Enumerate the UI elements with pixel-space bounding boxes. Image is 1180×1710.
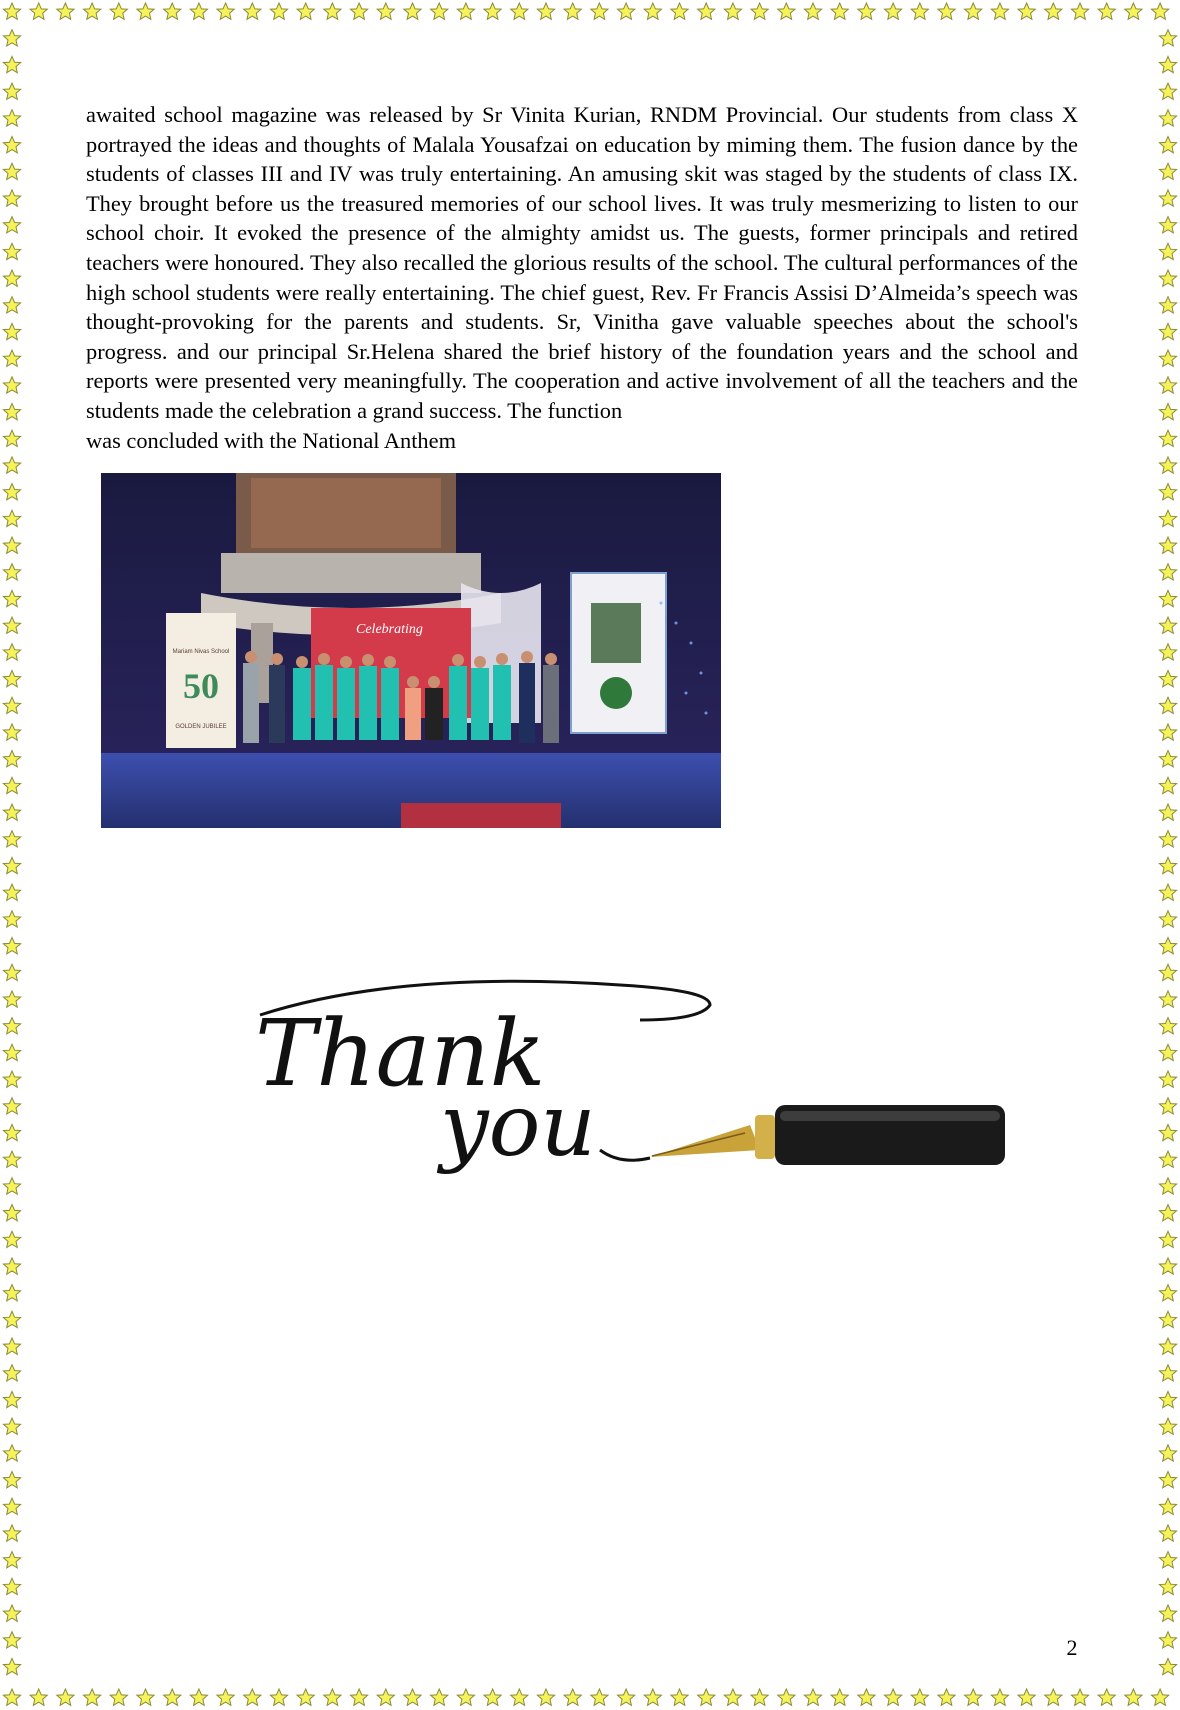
- border-star-icon: [3, 1071, 20, 1087]
- border-star-icon: [3, 270, 20, 286]
- border-star-icon: [644, 3, 661, 19]
- border-star-icon: [1159, 137, 1176, 153]
- border-star-icon: [164, 1689, 181, 1705]
- border-star-icon: [3, 404, 20, 420]
- border-star-icon: [1159, 564, 1176, 580]
- border-star-icon: [1159, 56, 1176, 72]
- thank-you-graphic: [240, 975, 1010, 1185]
- border-star-icon: [3, 911, 20, 927]
- border-star-icon: [3, 3, 20, 19]
- border-star-icon: [3, 590, 20, 606]
- border-star-icon: [698, 1689, 715, 1705]
- border-star-icon: [1159, 1552, 1176, 1568]
- border-star-icon: [84, 1689, 101, 1705]
- border-star-icon: [3, 751, 20, 767]
- border-star-icon: [1018, 3, 1035, 19]
- border-star-icon: [1159, 1498, 1176, 1514]
- border-star-icon: [1159, 243, 1176, 259]
- border-star-icon: [1045, 3, 1062, 19]
- border-star-icon: [190, 1689, 207, 1705]
- border-star-icon: [1159, 1044, 1176, 1060]
- border-star-icon: [484, 1689, 501, 1705]
- border-star-icon: [885, 1689, 902, 1705]
- border-star-icon: [404, 1689, 421, 1705]
- border-star-icon: [190, 3, 207, 19]
- you-word: you: [440, 1076, 596, 1176]
- border-star-icon: [457, 3, 474, 19]
- border-star-icon: [3, 1472, 20, 1488]
- banner-number-text: 50: [183, 666, 219, 706]
- border-star-icon: [3, 1311, 20, 1327]
- border-star-icon: [270, 3, 287, 19]
- border-star-icon: [3, 724, 20, 740]
- border-star-icon: [1159, 911, 1176, 927]
- border-star-icon: [1159, 1472, 1176, 1488]
- border-star-icon: [137, 1689, 154, 1705]
- border-star-icon: [1159, 1632, 1176, 1648]
- border-star-icon: [1159, 1658, 1176, 1674]
- border-star-icon: [110, 1689, 127, 1705]
- border-star-icon: [511, 1689, 528, 1705]
- border-star-icon: [1159, 1018, 1176, 1034]
- border-star-icon: [377, 1689, 394, 1705]
- border-star-icon: [751, 1689, 768, 1705]
- border-star-icon: [3, 430, 20, 446]
- border-star-icon: [618, 3, 635, 19]
- border-star-icon: [137, 3, 154, 19]
- border-star-icon: [1159, 1231, 1176, 1247]
- border-star-icon: [1159, 190, 1176, 206]
- border-star-icon: [3, 1445, 20, 1461]
- border-star-icon: [217, 1689, 234, 1705]
- border-star-icon: [1159, 751, 1176, 767]
- border-star-icon: [3, 617, 20, 633]
- border-star-icon: [1159, 831, 1176, 847]
- border-star-icon: [1159, 83, 1176, 99]
- border-star-icon: [3, 1365, 20, 1381]
- border-star-icon: [3, 323, 20, 339]
- border-star-icon: [938, 3, 955, 19]
- border-star-icon: [1159, 1071, 1176, 1087]
- border-star-icon: [3, 1552, 20, 1568]
- border-star-icon: [3, 697, 20, 713]
- border-star-icon: [511, 3, 528, 19]
- banner-celebrating-text: Celebrating: [356, 622, 423, 637]
- border-star-icon: [3, 1578, 20, 1594]
- border-star-icon: [564, 3, 581, 19]
- border-star-icon: [164, 3, 181, 19]
- border-star-icon: [57, 1689, 74, 1705]
- border-star-icon: [1159, 804, 1176, 820]
- border-star-icon: [110, 3, 127, 19]
- border-star-icon: [1159, 644, 1176, 660]
- border-star-icon: [1159, 1258, 1176, 1274]
- border-star-icon: [1159, 1391, 1176, 1407]
- border-star-icon: [3, 644, 20, 660]
- border-star-icon: [751, 3, 768, 19]
- border-star-icon: [965, 3, 982, 19]
- border-star-icon: [724, 3, 741, 19]
- border-star-icon: [1159, 377, 1176, 393]
- border-star-icon: [1159, 297, 1176, 313]
- border-star-icon: [217, 3, 234, 19]
- border-star-icon: [3, 350, 20, 366]
- border-star-icon: [1159, 270, 1176, 286]
- border-star-icon: [324, 3, 341, 19]
- border-star-icon: [244, 3, 261, 19]
- border-star-icon: [3, 163, 20, 179]
- border-star-icon: [885, 3, 902, 19]
- paragraph-last-line: was concluded with the National Anthem: [86, 427, 456, 453]
- border-star-icon: [1159, 617, 1176, 633]
- border-star-icon: [1159, 1124, 1176, 1140]
- border-star-icon: [3, 1205, 20, 1221]
- border-star-icon: [1159, 1365, 1176, 1381]
- border-star-icon: [1159, 30, 1176, 46]
- border-star-icon: [3, 30, 20, 46]
- border-star-icon: [1152, 1689, 1169, 1705]
- border-star-icon: [3, 457, 20, 473]
- border-star-icon: [1159, 510, 1176, 526]
- border-star-icon: [1159, 1205, 1176, 1221]
- border-star-icon: [1159, 857, 1176, 873]
- border-star-icon: [724, 1689, 741, 1705]
- border-star-icon: [1159, 1418, 1176, 1434]
- border-star-icon: [3, 377, 20, 393]
- border-star-icon: [3, 1231, 20, 1247]
- border-star-icon: [1159, 484, 1176, 500]
- border-star-icon: [1159, 777, 1176, 793]
- border-star-icon: [858, 1689, 875, 1705]
- border-star-icon: [3, 1605, 20, 1621]
- border-star-icon: [3, 884, 20, 900]
- border-star-icon: [484, 3, 501, 19]
- border-star-icon: [1159, 457, 1176, 473]
- border-star-icon: [1159, 1311, 1176, 1327]
- border-star-icon: [3, 804, 20, 820]
- page-number: 2: [1066, 1635, 1078, 1660]
- border-star-icon: [3, 564, 20, 580]
- border-star-icon: [1159, 404, 1176, 420]
- border-star-icon: [1159, 938, 1176, 954]
- border-star-icon: [1071, 3, 1088, 19]
- border-star-icon: [591, 3, 608, 19]
- banner-golden-text: GOLDEN JUBILEE: [175, 724, 227, 730]
- border-star-icon: [644, 1689, 661, 1705]
- border-star-icon: [3, 1498, 20, 1514]
- border-star-icon: [1159, 1578, 1176, 1594]
- border-star-icon: [3, 297, 20, 313]
- border-star-icon: [671, 3, 688, 19]
- border-star-icon: [698, 3, 715, 19]
- border-star-icon: [3, 243, 20, 259]
- border-star-icon: [3, 190, 20, 206]
- border-star-icon: [804, 1689, 821, 1705]
- border-star-icon: [1159, 991, 1176, 1007]
- event-photo: [101, 473, 721, 828]
- border-star-icon: [431, 3, 448, 19]
- border-star-icon: [1159, 590, 1176, 606]
- border-star-icon: [1159, 1285, 1176, 1301]
- border-star-icon: [991, 3, 1008, 19]
- border-star-icon: [1159, 1525, 1176, 1541]
- border-star-icon: [3, 1151, 20, 1167]
- banner-school-text: Mariam Nivas School: [172, 649, 230, 655]
- border-star-icon: [84, 3, 101, 19]
- thank-word: Thank: [255, 1000, 546, 1107]
- border-star-icon: [3, 1285, 20, 1301]
- border-star-icon: [3, 857, 20, 873]
- border-star-icon: [30, 3, 47, 19]
- border-star-icon: [3, 991, 20, 1007]
- border-star-icon: [1159, 1178, 1176, 1194]
- border-star-icon: [1159, 323, 1176, 339]
- border-star-icon: [297, 1689, 314, 1705]
- border-star-icon: [618, 1689, 635, 1705]
- border-star-icon: [1159, 1605, 1176, 1621]
- border-star-icon: [3, 537, 20, 553]
- border-star-icon: [1125, 1689, 1142, 1705]
- border-star-icon: [297, 3, 314, 19]
- border-star-icon: [3, 1018, 20, 1034]
- border-star-icon: [591, 1689, 608, 1705]
- border-star-icon: [3, 217, 20, 233]
- border-star-icon: [1098, 1689, 1115, 1705]
- border-star-icon: [778, 3, 795, 19]
- border-star-icon: [1125, 3, 1142, 19]
- border-star-icon: [3, 510, 20, 526]
- border-star-icon: [3, 777, 20, 793]
- border-star-icon: [244, 1689, 261, 1705]
- body-paragraph: [86, 100, 1078, 455]
- border-star-icon: [351, 1689, 368, 1705]
- border-star-icon: [911, 1689, 928, 1705]
- border-star-icon: [991, 1689, 1008, 1705]
- border-star-icon: [3, 1098, 20, 1114]
- border-star-icon: [3, 1632, 20, 1648]
- border-star-icon: [3, 56, 20, 72]
- border-star-icon: [3, 938, 20, 954]
- border-star-icon: [831, 1689, 848, 1705]
- border-star-icon: [324, 1689, 341, 1705]
- border-star-icon: [3, 1044, 20, 1060]
- border-star-icon: [3, 671, 20, 687]
- border-star-icon: [1159, 964, 1176, 980]
- border-star-icon: [1159, 884, 1176, 900]
- border-star-icon: [3, 1418, 20, 1434]
- border-star-icon: [3, 83, 20, 99]
- border-star-icon: [1152, 3, 1169, 19]
- border-star-icon: [778, 1689, 795, 1705]
- border-star-icon: [3, 1338, 20, 1354]
- border-star-icon: [911, 3, 928, 19]
- border-star-icon: [351, 3, 368, 19]
- border-star-icon: [564, 1689, 581, 1705]
- border-star-icon: [537, 1689, 554, 1705]
- border-star-icon: [30, 1689, 47, 1705]
- border-star-icon: [270, 1689, 287, 1705]
- border-star-icon: [1159, 671, 1176, 687]
- border-star-icon: [3, 1124, 20, 1140]
- border-star-icon: [3, 484, 20, 500]
- border-star-icon: [1159, 430, 1176, 446]
- border-star-icon: [537, 3, 554, 19]
- border-star-icon: [1159, 1338, 1176, 1354]
- border-star-icon: [431, 1689, 448, 1705]
- border-star-icon: [1159, 1445, 1176, 1461]
- border-star-icon: [804, 3, 821, 19]
- border-star-icon: [3, 110, 20, 126]
- fountain-pen-icon: [650, 1105, 1005, 1165]
- border-star-icon: [3, 831, 20, 847]
- border-star-icon: [1159, 217, 1176, 233]
- border-star-icon: [965, 1689, 982, 1705]
- paragraph-text: awaited school magazine was released by Sr Vinita Kurian, RNDM Provincial. Our students from class X portrayed the ideas and thoughts of Malala Yousafzai on education by miming them. The fusion dance by the students of classes III and IV was truly entertaining. An amusing skit was staged by the students of class IX. They brought before us the treasured memories of our school lives. It was truly mesmerizing to listen to our school choir. It evoked the presence of the almighty amidst us. The guests, former principals and retired teachers were honoured. They also recalled the glorious results of the school. The cultural performances of the high school students were really entertaining. The chief guest, Rev. Fr Francis Assisi D’Almeida’s speech was thought-provoking for the parents and students. Sr, Vinitha gave valuable speeches about the school's progress. and our principal Sr.Helena shared the brief history of the foundation years and the school and reports were presented very meaningfully. The cooperation and active involvement of all the teachers and the students made the celebration a grand success. The function: [86, 102, 1078, 423]
- border-star-icon: [671, 1689, 688, 1705]
- border-star-icon: [1159, 724, 1176, 740]
- border-star-icon: [858, 3, 875, 19]
- border-star-icon: [3, 1178, 20, 1194]
- border-star-icon: [377, 3, 394, 19]
- border-star-icon: [3, 137, 20, 153]
- border-star-icon: [457, 1689, 474, 1705]
- border-star-icon: [831, 3, 848, 19]
- border-star-icon: [1159, 1098, 1176, 1114]
- border-star-icon: [3, 1525, 20, 1541]
- border-star-icon: [3, 1391, 20, 1407]
- border-star-icon: [1018, 1689, 1035, 1705]
- border-star-icon: [3, 1658, 20, 1674]
- border-star-icon: [1159, 163, 1176, 179]
- border-star-icon: [3, 964, 20, 980]
- border-star-icon: [938, 1689, 955, 1705]
- border-star-icon: [1098, 3, 1115, 19]
- border-star-icon: [57, 3, 74, 19]
- border-star-icon: [1159, 110, 1176, 126]
- border-star-icon: [1159, 537, 1176, 553]
- border-star-icon: [1045, 1689, 1062, 1705]
- border-star-icon: [404, 3, 421, 19]
- border-star-icon: [3, 1689, 20, 1705]
- border-star-icon: [1159, 697, 1176, 713]
- border-star-icon: [1071, 1689, 1088, 1705]
- border-star-icon: [1159, 1151, 1176, 1167]
- border-star-icon: [3, 1258, 20, 1274]
- border-star-icon: [1159, 350, 1176, 366]
